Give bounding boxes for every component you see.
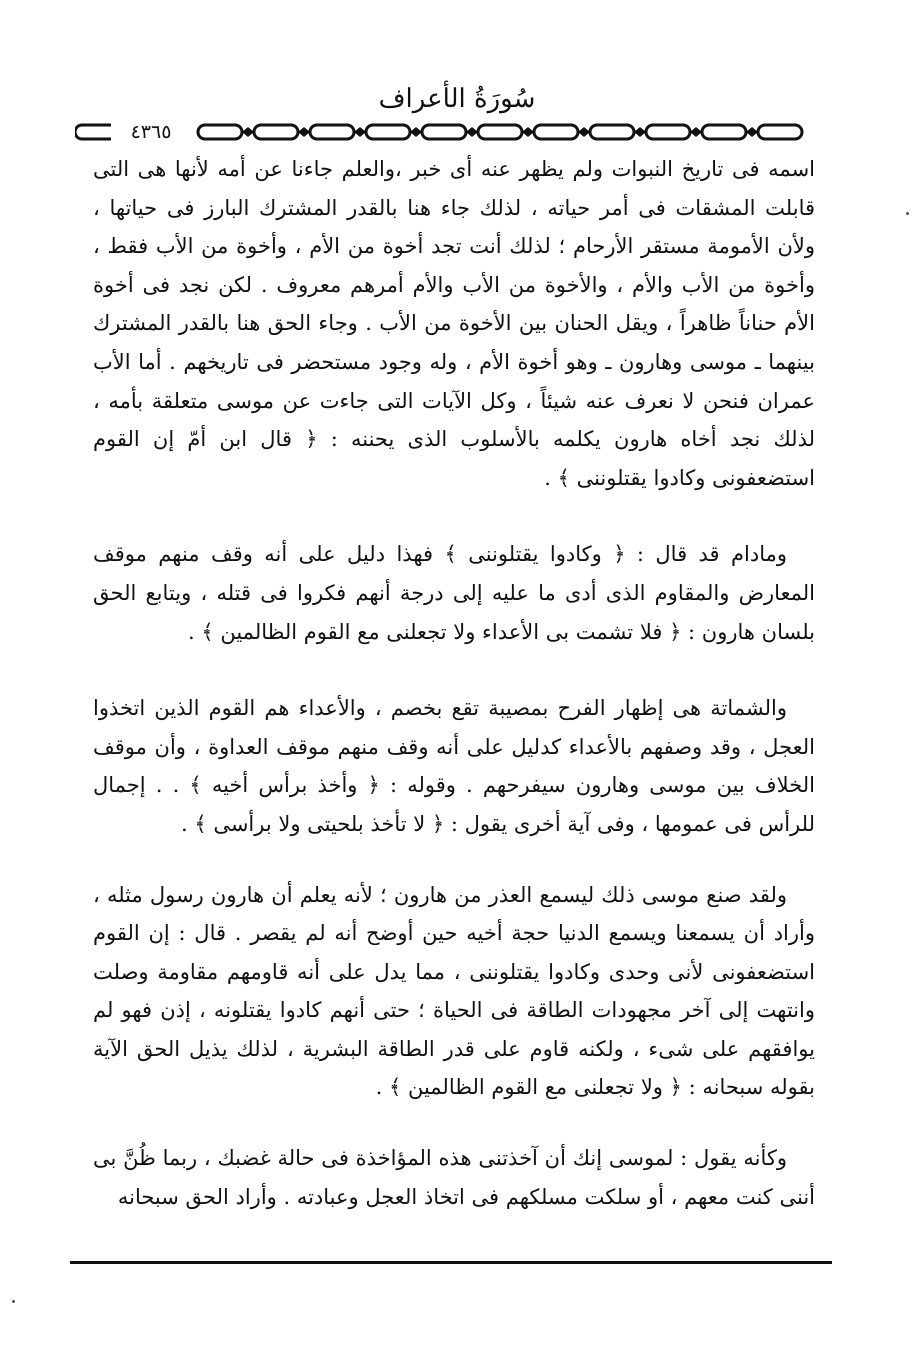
paragraph-5: وكأنه يقول : لموسى إنك أن آخذتنى هذه المؤاخذة فى حالة غضبك ، ربما ظُنَّ بى أننى كنت معهم ، أو سلكت مسلكهم فى اتخاذ العجل وعبادته . وأراد الحق سبحانه — [93, 1146, 815, 1209]
surah-title: سُورَةُ الأعراف — [378, 84, 536, 114]
paragraph-2: ومادام قد قال : ﴿ وكادوا يقتلوننى ﴾ فهذا دليل على أنه وقف منهم موقف المعارض والمقاوم الذى أدى ما عليه إلى درجة أنهم فكروا فى قتله ، ويتابع الحق بلسان هارون : ﴿ فلا تشمت بى الأعداء ولا تجعلنى مع القوم الظالمين ﴾ . — [93, 542, 815, 644]
paragraph-1: اسمه فى تاريخ النبوات ولم يظهر عنه أى خبر ،والعلم جاءنا عن أمه لأنها هى التى قابلت المشقات فى أمر حياته ، لذلك جاء هنا بالقدر المشترك البارز فى حياتها ، ولأن الأمومة مستقر الأرحام ؛ لذلك أنت تجد أخوة من الأم ، وأخوة من الأب فقط ، وأخوة من الأب والأم ، والأخوة من الأب والأم أمرهم معروف . لكن نجد فى أخوة الأم حناناً ظاهراً ، ويقل الحنان بين الأخوة من الأب . وجاء الحق هنا بالقدر المشترك بينهما ـ موسى وهارون ـ وهو أخوة الأم ، وله وجود مستحضر فى تاريخهم . أما الأب عمران فنحن لا نعرف عنه شيئاً ، وكل الآيات التى جاءت عن موسى متعلقة بأمه ، لذلك نجد أخاه هارون يكلمه بالأسلوب الذى يحننه : ﴿ قال ابن أمّ إن القوم استضعفونى وكادوا يقتلوننى ﴾ . — [93, 157, 815, 490]
footer-rule — [70, 1261, 832, 1264]
page-body — [93, 150, 815, 1216]
scan-speck — [906, 212, 909, 215]
page-number: ٤٣٦٥ — [111, 118, 191, 146]
paragraph-3: والشماتة هى إظهار الفرح بمصيبة تقع بخصم ، والأعداء هم القوم الذين اتخذوا العجل ، وقد وصفهم بالأعداء كدليل على أنه وقف منهم موقف العداوة ، وأن موقف الخلاف بين موسى وهارون سيفرحهم . وقوله : ﴿ وأخذ برأس أخيه ﴾ . . إجمال للرأس فى عمومها ، وفى آية أخرى يقول : ﴿ لا تأخذ بلحيتى ولا برأسى ﴾ . — [93, 696, 815, 836]
paragraph-4: ولقد صنع موسى ذلك ليسمع العذر من هارون ؛ لأنه يعلم أن هارون رسول مثله ، وأراد أن يسمعنا ويسمع الدنيا حجة أخيه حين أوضح أنه لم يقصر . قال : إن القوم استضعفونى لأنى وحدى وكادوا يقتلوننى ، مما يدل على أنه قاومهم مقاومة وصلت وانتهت إلى آخر مجهودات الطاقة فى الحياة ؛ حتى أنهم كادوا يقتلونه ، إذن فهو لم يوافقهم على شىء ، ولكنه قاوم على قدر الطاقة البشرية ، لذلك يذيل الحق الآية بقوله سبحانه : ﴿ ولا تجعلنى مع القوم الظالمين ﴾ . — [93, 882, 815, 1100]
scan-speck — [12, 1300, 15, 1303]
ornamental-header-band — [75, 118, 835, 146]
